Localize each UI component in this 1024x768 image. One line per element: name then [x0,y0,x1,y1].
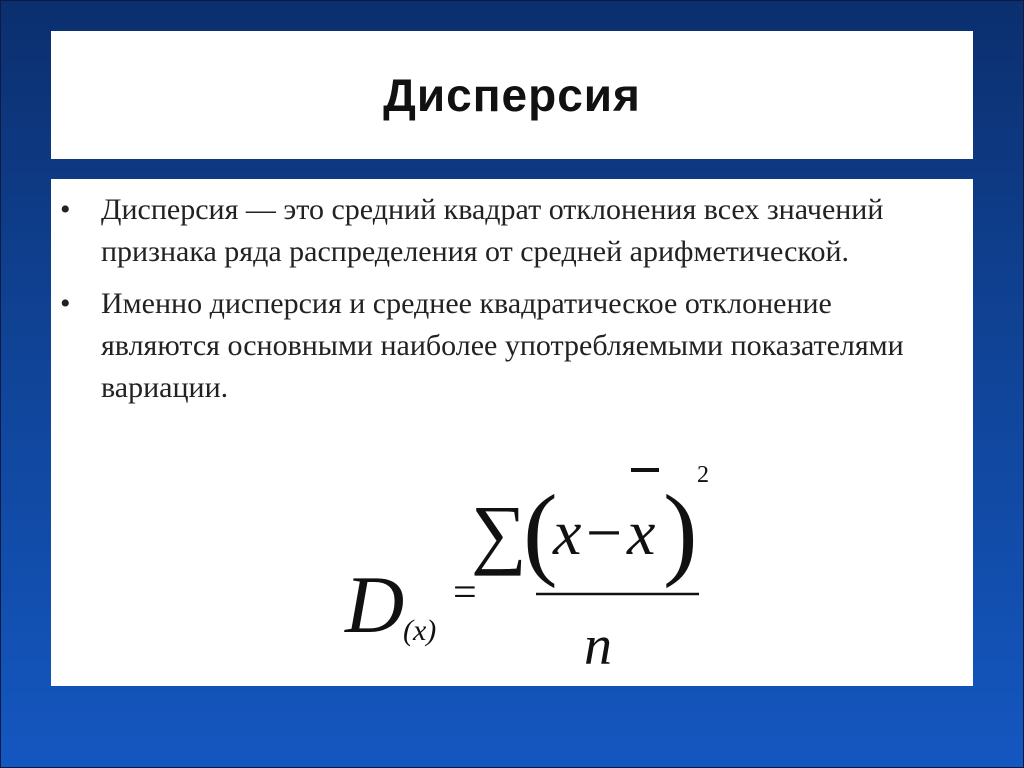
variance-formula [341,434,721,674]
minus-sign: − [586,497,623,568]
bullet-marker: • [60,287,71,320]
close-paren: ) [663,474,698,589]
title-panel [51,31,973,159]
dispersion-symbol: D [345,559,405,650]
denominator: n [584,615,612,674]
open-paren: ( [523,474,558,589]
bullet-list [51,179,973,409]
bullet-item [51,283,973,409]
bullet-item [51,189,973,273]
bullet-text: Дисперсия — это средний квадрат отклонения всех значений признака ряда распределения от средней арифметической. [101,193,884,268]
bullet-marker: • [60,193,71,226]
x-variable: x [553,497,582,568]
bullet-text: Именно дисперсия и среднее квадратическое отклонение являются основными наиболее употребляемыми показателями вариации. [101,287,904,404]
sum-symbol: ∑ [471,489,527,576]
equals-sign: = [453,570,477,616]
slide-title: Дисперсия [383,69,641,121]
exponent: 2 [697,462,709,488]
x-mean: x [627,497,656,568]
dispersion-argument: (x) [403,614,437,647]
content-panel [51,179,973,686]
